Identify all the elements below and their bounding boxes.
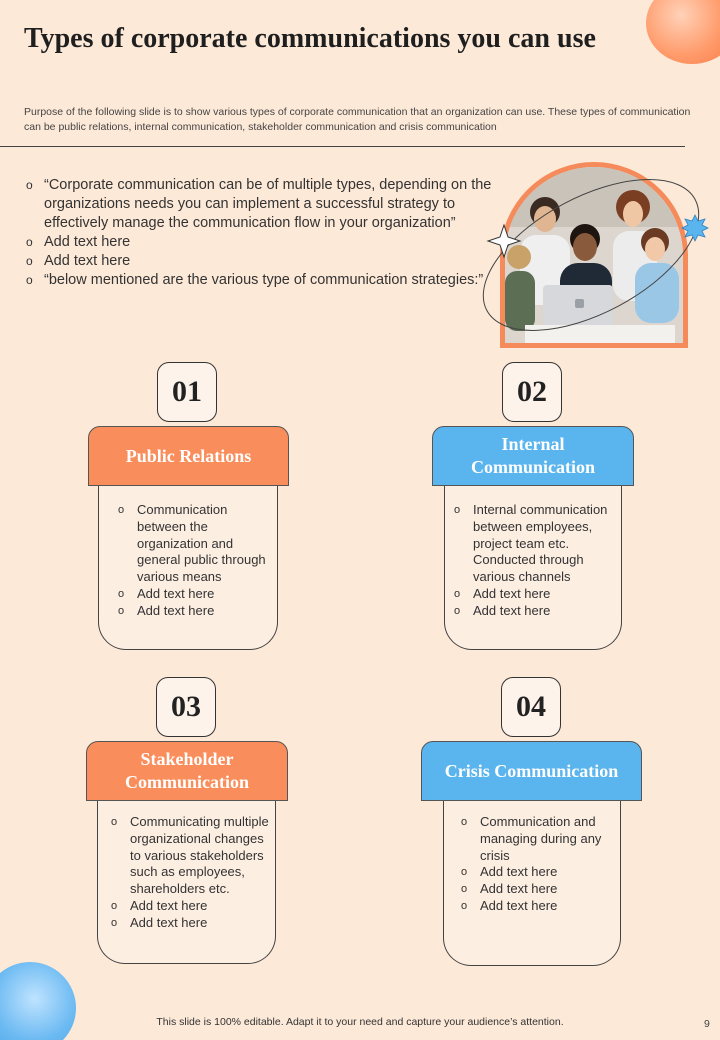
card-list-internal-communication (454, 502, 614, 620)
starburst-icon (682, 215, 708, 241)
card-list-item: o Internal communication between employees, project team etc. Conducted through various channels (454, 502, 614, 586)
card-list-item: o Add text here (111, 915, 271, 932)
card-list-item: o Add text here (461, 898, 611, 915)
card-heading-label: Stakeholder Communication (124, 749, 249, 792)
card-list-item: o Add text here (111, 898, 271, 915)
page-number: 9 (704, 1018, 710, 1030)
card-list-item: o Communicating multiple organizational changes to various stakeholders such as employees, shareholders etc. (111, 814, 271, 898)
card-heading-label: Crisis Communication (444, 760, 619, 781)
card-heading-stakeholder-communication (86, 741, 288, 801)
page-title: Types of corporate communications you can use (24, 23, 596, 54)
intro-item: o “Corporate communication can be of multiple types, depending on the organizations needs you can implement a successful strategy to effectively manage the communication flow in your organization” (26, 176, 496, 233)
card-list-item: o Add text here (461, 864, 611, 881)
intro-item: o Add text here (26, 252, 496, 271)
card-heading-crisis-communication (421, 741, 642, 801)
card-list-public-relations (118, 502, 268, 620)
card-list-item: o Communication between the organization and general public through various means (118, 502, 268, 586)
intro-item: o “below mentioned are the various type of communication strategies:” (26, 271, 496, 290)
card-heading-label: Public Relations (125, 445, 252, 466)
decorative-blue-orb (0, 962, 76, 1040)
card-list-item: o Add text here (118, 586, 268, 603)
card-list-item: o Communication and managing during any crisis (461, 814, 611, 864)
header-divider (0, 146, 685, 147)
card-list-stakeholder-communication (111, 814, 271, 932)
card-list-crisis-communication (461, 814, 611, 915)
card-number-01: 01 (157, 362, 217, 422)
intro-item: o Add text here (26, 233, 496, 252)
card-number-02: 02 (502, 362, 562, 422)
footer-note: This slide is 100% editable. Adapt it to your need and capture your audience’s attention. (156, 1016, 564, 1028)
card-list-item: o Add text here (461, 881, 611, 898)
card-list-item: o Add text here (454, 586, 614, 603)
sparkle-star-icon (488, 225, 520, 257)
card-list-item: o Add text here (454, 603, 614, 620)
orbit-decoration (462, 175, 720, 335)
card-heading-internal-communication (432, 426, 634, 486)
card-list-item: o Add text here (118, 603, 268, 620)
card-number-04: 04 (501, 677, 561, 737)
card-number-03: 03 (156, 677, 216, 737)
decorative-orange-orb (646, 0, 720, 64)
intro-list (26, 176, 496, 290)
card-heading-public-relations (88, 426, 289, 486)
page-subtitle: Purpose of the following slide is to show various types of corporate communication that an organization can use. These types of communication can be public relations, internal communication, stakeholder communication and crisis communication (24, 106, 691, 133)
card-heading-label: Internal Communication (470, 434, 595, 477)
